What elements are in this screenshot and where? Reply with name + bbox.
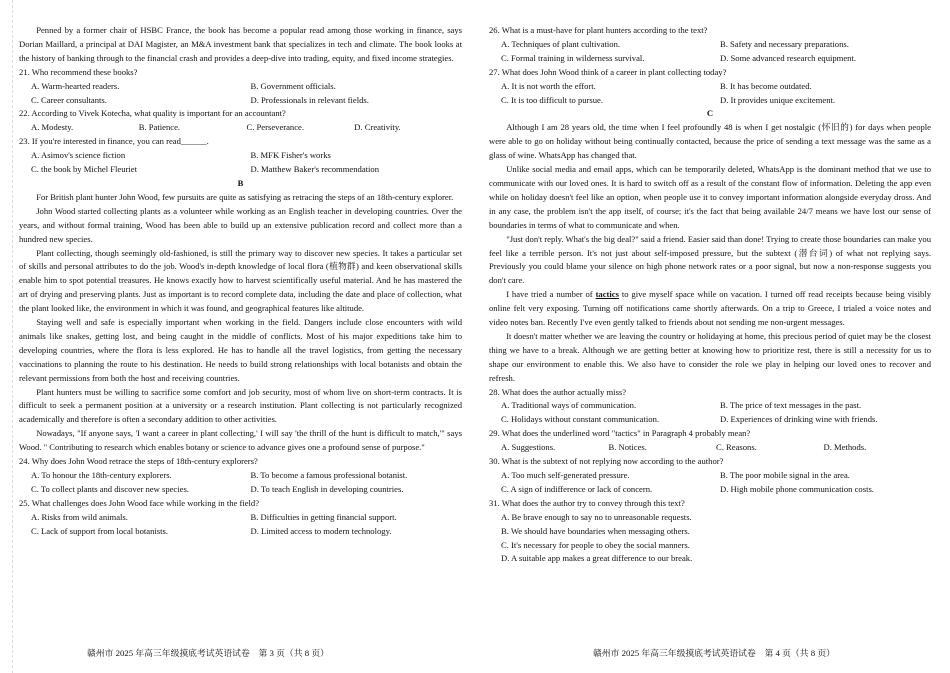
text-run: I have tried a number of [506, 289, 596, 300]
option[interactable]: A. Suggestions. [501, 442, 556, 453]
question-22-options [19, 121, 462, 135]
option[interactable]: B. Difficulties in getting financial support. [250, 511, 397, 522]
passage-b-paragraph: Staying well and safe is especially important when working in the field. Dangers include close encounters with wild animals like snakes, getting lost, and being caught in the middle of conflicts. Most of his major expeditions take him to developing countries, where the flora is less explored. He has to handle all the travel logistics, from getting the necessary vaccinations to planning the route to his destination. He needs to build strong relationships with local botanists and obtain the relevant permissions from both the host and receiving countries. [19, 317, 462, 383]
option[interactable]: A. Too much self-generated pressure. [501, 470, 630, 480]
option[interactable]: C. the book by Michel Fleuriet [31, 164, 137, 175]
question-28: 28. What does the author actually miss? [489, 386, 627, 397]
page-footer-left: 赣州市 2025 年高三年级摸底考试英语试卷 第 3 页（共 8 页） [87, 648, 329, 658]
option[interactable]: B. Government officials. [250, 80, 336, 91]
passage-b-paragraph: Plant collecting, though seemingly old-fashioned, is still the primary way to discover new species. It takes a particular set of skills and personal attributes to do the job. Wood's in-depth knowledge of local flora (植物群) and keen observational skills enable him to spot potential treasures. He knows exactly how to harvest scientifically useful material. And he has mastered the art of drying and preserving plants. Just as important is to record complete data, including the date and place of collection, what the plant looked like, the environment in which it was found, and geographical features like altitude. [19, 247, 462, 314]
option[interactable]: A. Risks from wild animals. [31, 511, 128, 522]
option[interactable]: C. It's necessary for people to obey the social manners. [501, 539, 690, 550]
question-29-options [489, 441, 931, 455]
option[interactable]: A. To honour the 18th-century explorers. [31, 470, 172, 480]
option[interactable]: D. Some advanced research equipment. [720, 52, 857, 63]
option[interactable]: A. Asimov's science fiction [31, 150, 126, 161]
question-24: 24. Why does John Wood retrace the steps of 18th-century explorers? [19, 456, 258, 467]
question-29: 29. What does the underlined word "tactics" in Paragraph 4 probably mean? [489, 428, 751, 439]
question-28-options [489, 399, 931, 427]
text-run: to give myself space while on vacation. I turned off read receipts because being visibly online felt very exposing. Turning off notifications came shortly afterwards. On a trip to Greece, I trialed a voice notes and video notes ban. Recently I've even gently talked to friends about not sending me non-urgent messages. [489, 289, 932, 328]
passage-c-paragraph: Unlike social media and email apps, which can be temporarily deleted, WhatsApp is the dominant method that we use to communicate with our loved ones. It is hard to switch off as a result of the constant flow of information. Deleting the app even while on holiday doesn't feel like an option, when people use it to convey important information alongside everyday dross. And in any case, the problem isn't the app itself, of course; it's the fact that being available 24/7 means we have lost our sense of boundaries in terms of what to communicate and when. [489, 164, 931, 230]
option[interactable]: B. The price of text messages in the past. [720, 400, 862, 411]
option[interactable]: C. Career consultants. [31, 94, 107, 105]
passage-b-paragraph: Plant hunters must be willing to sacrifice some comfort and job security, most of whom live on short-term contracts. It is difficult to seek a permanent position at a university or a research institution. Plant collecting is not particularly recognized academically and therefore is often a secondary addition to other activities. [19, 386, 462, 425]
section-heading-b: B [237, 177, 244, 188]
option[interactable]: C. Formal training in wilderness survival. [501, 52, 645, 63]
question-23: 23. If you're interested in finance, you can read______. [19, 136, 209, 147]
option[interactable]: B. To become a famous professional botanist. [250, 470, 408, 480]
question-22: 22. According to Vivek Kotecha, what quality is important for an accountant? [19, 108, 286, 119]
option[interactable]: C. Perseverance. [246, 122, 305, 133]
option[interactable]: A. Traditional ways of communication. [501, 400, 637, 411]
option[interactable]: D. A suitable app makes a great difference to our break. [501, 553, 693, 564]
question-21: 21. Who recommend these books? [19, 66, 138, 77]
section-heading-c: C [706, 108, 714, 119]
option[interactable]: C. To collect plants and discover new species. [31, 483, 189, 494]
option[interactable]: A. Modesty. [31, 122, 74, 133]
option[interactable]: C. Lack of support from local botanists. [31, 525, 168, 536]
option[interactable]: B. It has become outdated. [720, 80, 812, 91]
passage-a-intro: Penned by a former chair of HSBC France, the book has become a popular read among those working in finance, says Dorian Maillard, a principal at DAI Magister, an M&A investment bank that specializes in tech and climate. The book looks at the history of banking through to the financial crash and provides a deep-dive into trading, equity, and fixed income strategies. [19, 25, 462, 63]
option[interactable]: B. Patience. [138, 122, 181, 133]
option[interactable]: A. Be brave enough to say no to unreasonable requests. [501, 511, 692, 522]
question-21-options [19, 80, 462, 108]
option[interactable]: B. MFK Fisher's works [250, 150, 331, 161]
option[interactable]: D. Limited access to modern technology. [250, 525, 392, 536]
option[interactable]: B. The poor mobile signal in the area. [720, 470, 850, 480]
question-27-options [489, 80, 931, 108]
option[interactable]: D. To teach English in developing countries. [250, 483, 404, 494]
option[interactable]: C. Holidays without constant communication. [501, 414, 660, 425]
option[interactable]: D. High mobile phone communication costs. [720, 483, 874, 494]
passage-c-paragraph: "Just don't reply. What's the big deal?" said a friend. Easier said than done! Trying to create those boundaries can make you feel like a terrible person. It's not just about self-imposed pressure, but the subtext (潜台词) of what not replying says. Previously you could blame your silence on high phone network rates or a poor signal, but now a non-response suggests you don't care. [489, 233, 931, 286]
option[interactable]: B. Notices. [608, 442, 647, 453]
question-23-options [19, 149, 462, 177]
option[interactable]: D. Matthew Baker's recommendation [250, 164, 380, 175]
question-25-options [19, 511, 462, 539]
option[interactable]: B. Safety and necessary preparations. [720, 38, 849, 49]
option[interactable]: D. It provides unique excitement. [720, 94, 836, 105]
underlined-word: tactics [595, 289, 619, 300]
option[interactable]: D. Experiences of drinking wine with friends. [720, 414, 878, 425]
option[interactable]: A. Warm-hearted readers. [31, 80, 120, 91]
question-30: 30. What is the subtext of not replying now according to the author? [489, 456, 724, 467]
passage-b-paragraph: For British plant hunter John Wood, few pursuits are quite as satisfying as retracing the steps of an 18th-century explorer. [36, 191, 454, 202]
question-26: 26. What is a must-have for plant hunters according to the text? [489, 25, 708, 35]
option[interactable]: A. Techniques of plant cultivation. [501, 38, 621, 49]
option[interactable]: D. Creativity. [354, 122, 401, 133]
page-footer-right: 赣州市 2025 年高三年级摸底考试英语试卷 第 4 页（共 8 页） [593, 648, 835, 658]
question-30-options [489, 469, 931, 497]
passage-c-paragraph [489, 288, 931, 330]
question-24-options [19, 469, 462, 497]
right-page [489, 24, 931, 566]
passage-c-paragraph: Although I am 28 years old, the time when I feel profoundly 48 is when I get nostalgic (怀旧的) for days when people were able to go on holiday without being continually contacted, because the price of sending a text message was the same as a glass of wine. WhatsApp has changed that. [489, 122, 931, 161]
option[interactable]: C. A sign of indifference or lack of concern. [501, 483, 653, 494]
question-25: 25. What challenges does John Wood face while working in the field? [19, 497, 260, 508]
passage-b-paragraph: John Wood started collecting plants as a volunteer while working as an English teacher in developing countries. Over the years, and without formal training, Wood has been able to build up an extensive publication record and collect more than a hundred new species. [19, 205, 462, 244]
left-page [19, 24, 462, 539]
option[interactable]: B. We should have boundaries when messaging others. [501, 525, 690, 536]
passage-b-paragraph: Nowadays, "If anyone says, 'I want a career in plant collecting,' I will say 'the thrill of the hunt is difficult to match,'" says Wood. " Contributing to research which enables botany or science to advance gives one a profound sense of purpose." [19, 428, 462, 453]
question-31-options [489, 511, 931, 567]
option[interactable]: D. Professionals in relevant fields. [250, 94, 369, 105]
question-27: 27. What does John Wood think of a career in plant collecting today? [489, 66, 727, 77]
option[interactable]: D. Methods. [823, 442, 867, 453]
option[interactable]: C. It is too difficult to pursue. [501, 94, 604, 105]
question-31: 31. What does the author try to convey through this text? [489, 497, 685, 508]
passage-c-paragraph: It doesn't matter whether we are leaving the country or holidaying at home, this precious period of quiet may be the closest thing we have to a break. Although we are getting better at knowing how to prioritize rest, there is still a necessity for us to shape our environment to enable this. We also have to consider the role we play in helping our loved ones to recover and refresh. [489, 330, 931, 383]
option[interactable]: C. Reasons. [716, 442, 757, 453]
margin-line [2, 0, 13, 673]
option[interactable]: A. It is not worth the effort. [501, 80, 596, 91]
question-26-options [489, 38, 931, 66]
